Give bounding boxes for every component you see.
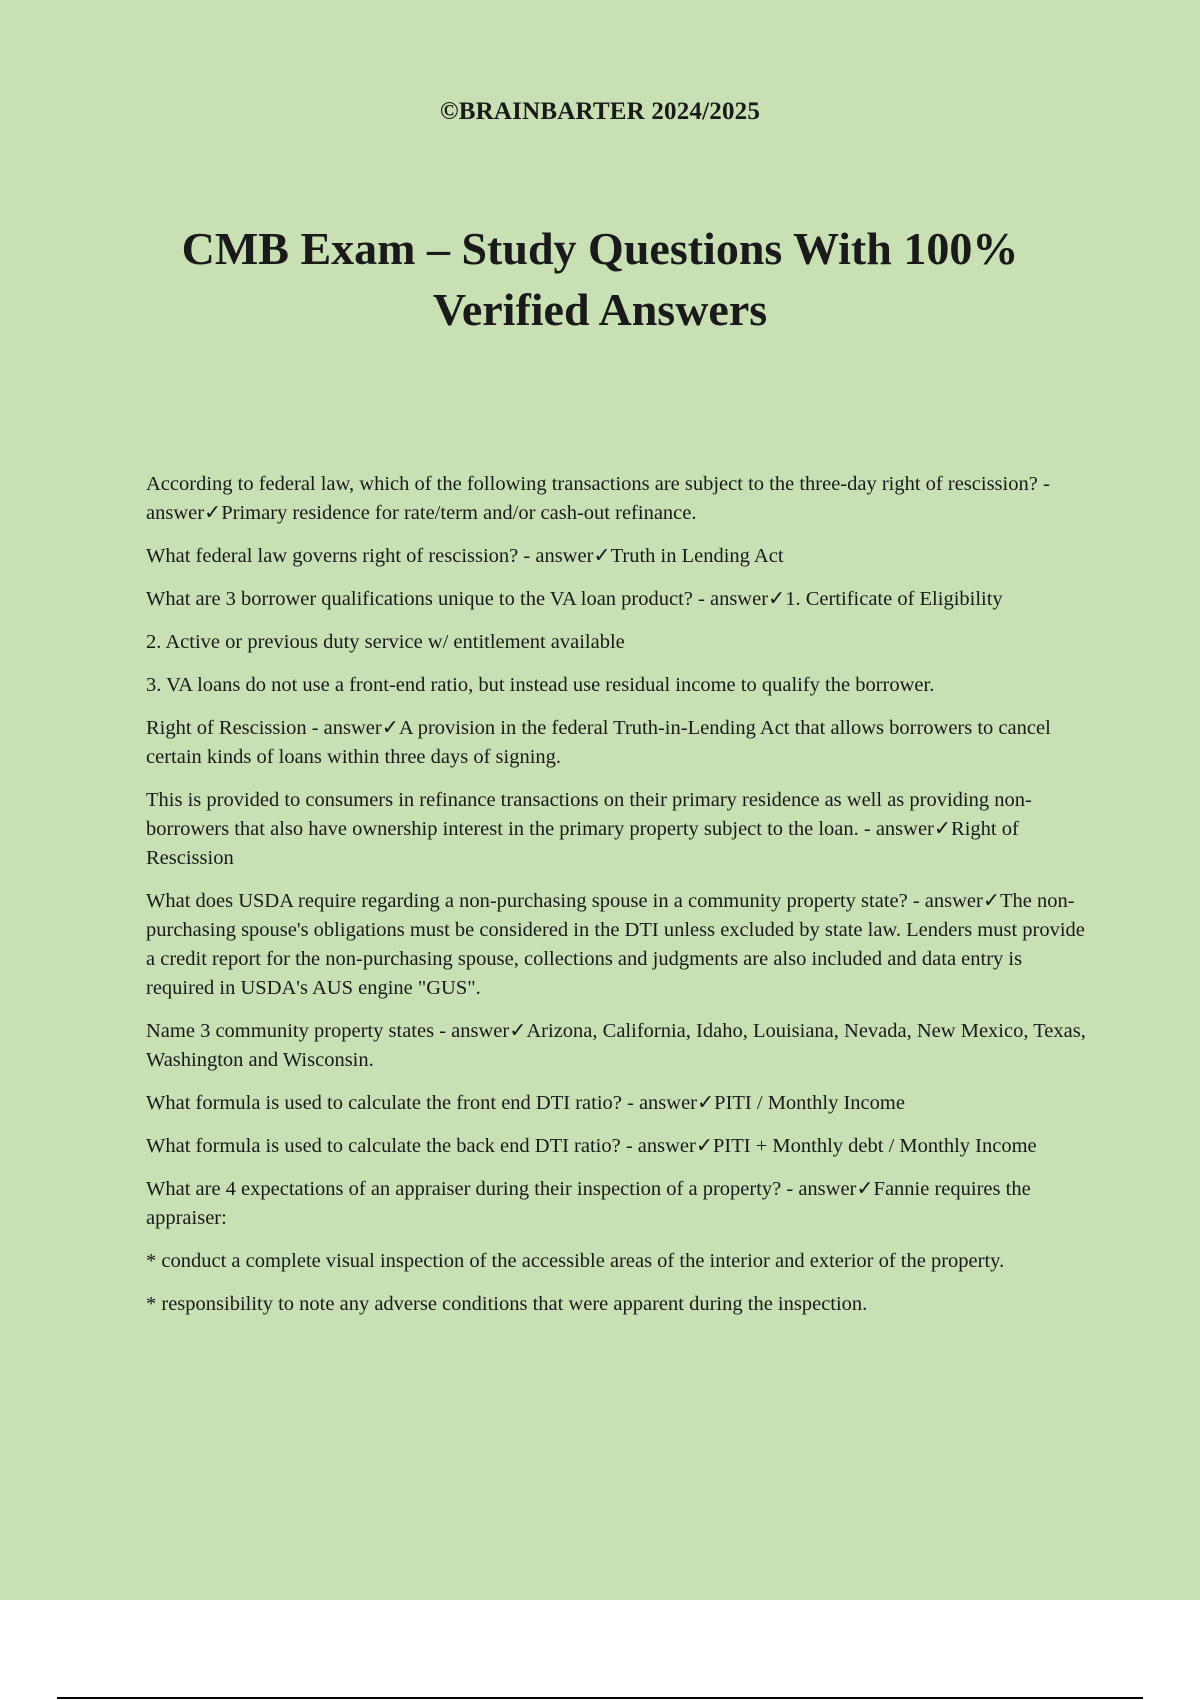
qa-content bbox=[146, 470, 1092, 1333]
qa-paragraph: Name 3 community property states - answer✓Arizona, California, Idaho, Louisiana, Nevada, New Mexico, Texas, Washington and Wisconsin. bbox=[146, 1020, 1086, 1071]
qa-paragraph: According to federal law, which of the following transactions are subject to the three-day right of rescission? - answer✓Primary residence for rate/term and/or cash-out refinance. bbox=[146, 473, 1050, 524]
qa-paragraph: What are 3 borrower qualifications unique to the VA loan product? - answer✓1. Certificate of Eligibility bbox=[146, 588, 1003, 610]
document-title: CMB Exam – Study Questions With 100% Verified Answers bbox=[181, 223, 1019, 335]
qa-paragraph: * conduct a complete visual inspection of the accessible areas of the interior and exterior of the property. bbox=[146, 1250, 1005, 1272]
copyright-header: ©BRAINBARTER 2024/2025 bbox=[439, 98, 761, 125]
qa-paragraph: This is provided to consumers in refinance transactions on their primary residence as well as providing non-borrowers that also have ownership interest in the primary property subject to the loan. - answer✓Right of Rescission bbox=[146, 789, 1032, 869]
qa-paragraph: * responsibility to note any adverse conditions that were apparent during the inspection. bbox=[146, 1293, 868, 1315]
qa-paragraph: What are 4 expectations of an appraiser during their inspection of a property? - answer✓Fannie requires the appraiser: bbox=[146, 1178, 1031, 1229]
qa-paragraph: What federal law governs right of rescission? - answer✓Truth in Lending Act bbox=[146, 545, 784, 567]
qa-paragraph: What does USDA require regarding a non-purchasing spouse in a community property state? - answer✓The non-purchasing spouse's obligations must be considered in the DTI unless excluded by state law. Lenders must provide a credit report for the non-purchasing spouse, collections and judgments are also included and data entry is required in USDA's AUS engine "GUS". bbox=[146, 890, 1085, 999]
qa-paragraph: 3. VA loans do not use a front-end ratio, but instead use residual income to qualify the borrower. bbox=[146, 674, 935, 696]
qa-paragraph: Right of Rescission - answer✓A provision in the federal Truth-in-Lending Act that allows borrowers to cancel certain kinds of loans within three days of signing. bbox=[146, 717, 1051, 768]
footer-divider bbox=[57, 1697, 1143, 1699]
qa-paragraph: What formula is used to calculate the front end DTI ratio? - answer✓PITI / Monthly Income bbox=[146, 1092, 905, 1114]
qa-paragraph: What formula is used to calculate the back end DTI ratio? - answer✓PITI + Monthly debt / Monthly Income bbox=[146, 1135, 1037, 1157]
qa-paragraph: 2. Active or previous duty service w/ entitlement available bbox=[146, 631, 625, 653]
